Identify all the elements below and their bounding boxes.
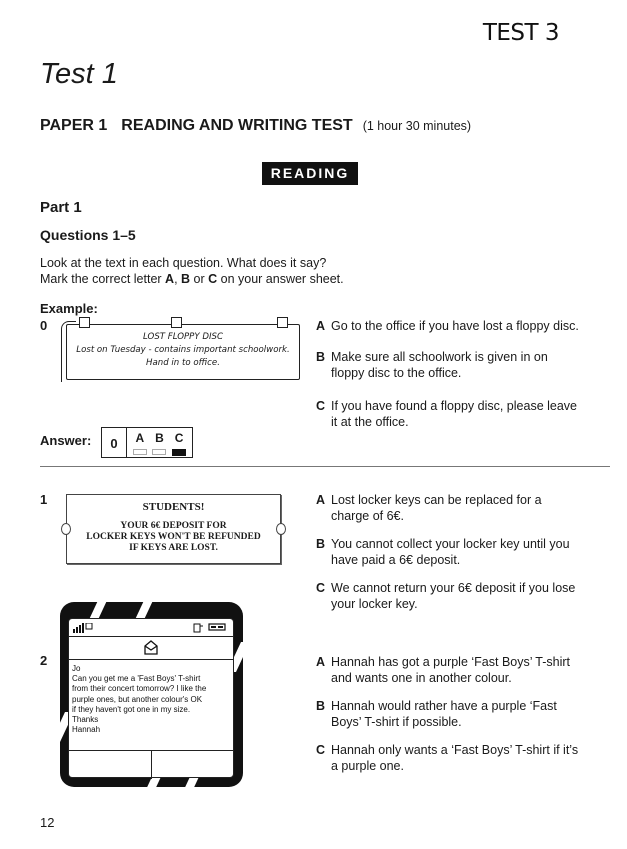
screw-icon	[61, 523, 71, 535]
paper-title: READING AND WRITING TEST	[121, 117, 353, 134]
paper-heading	[40, 117, 471, 135]
answer-choice-b: B	[152, 431, 166, 457]
option-a[interactable]: A Lost locker keys can be replaced for a charge of 6€.	[316, 493, 542, 523]
answer-label: Answer:	[40, 433, 92, 448]
example-label: Example:	[40, 301, 98, 316]
example-notice	[66, 324, 300, 380]
pin-icon	[171, 317, 182, 328]
example-number: 0	[40, 318, 48, 333]
question-1-notice	[66, 494, 281, 564]
question-2-number: 2	[40, 653, 48, 668]
paper-duration: (1 hour 30 minutes)	[362, 119, 472, 133]
option-a[interactable]: A Hannah has got a purple ‘Fast Boys’ T-shirt and wants one in another colour.	[316, 655, 571, 685]
notice-heading: STUDENTS!	[142, 501, 205, 513]
section-banner: READING	[262, 162, 358, 185]
example-options	[316, 318, 616, 430]
battery-icon	[193, 621, 229, 633]
questions-title: Questions 1–5	[40, 227, 136, 243]
pin-icon	[277, 317, 288, 328]
option-b[interactable]: B Hannah would rather have a purple ‘Fast Boys’ T-shirt if possible.	[316, 699, 557, 729]
page-number: 12	[40, 815, 55, 830]
test-title: Test 1	[40, 58, 118, 90]
question-2-options	[316, 654, 616, 774]
pin-icon	[79, 317, 90, 328]
answer-number: 0	[102, 428, 127, 457]
notice-line-2: LOCKER KEYS WON'T BE REFUNDED	[86, 532, 261, 542]
notice-line-1: Lost on Tuesday - contains important schoolwork.	[76, 345, 290, 355]
soft-keys	[69, 751, 233, 779]
message-header	[69, 637, 233, 660]
notice-line-3: IF KEYS ARE LOST.	[129, 543, 218, 553]
phone-screen	[68, 618, 234, 778]
signal-icon	[73, 623, 95, 633]
corner-test-label: TEST 3	[482, 20, 559, 46]
answer-box	[101, 427, 193, 458]
option-c[interactable]: C We cannot return your 6€ deposit if you lose your locker key.	[316, 581, 576, 611]
mobile-phone-message	[60, 602, 243, 787]
instructions	[40, 255, 344, 287]
screw-icon	[276, 523, 286, 535]
instructions-line-1: Look at the text in each question. What does it say?	[40, 256, 327, 270]
notice-title: LOST FLOPPY DISC	[143, 332, 223, 342]
option-c[interactable]: C If you have found a floppy disc, please leave it at the office.	[316, 399, 577, 429]
notice-line-1: YOUR 6€ DEPOSIT FOR	[120, 521, 227, 531]
notice-line-2: Hand in to office.	[146, 358, 220, 368]
answer-choice-c-selected: C	[172, 431, 186, 457]
section-divider	[40, 466, 610, 467]
instructions-line-2: Mark the correct letter A, B or C on your answer sheet.	[40, 272, 344, 286]
answer-choice-a: A	[133, 431, 147, 457]
paper-number: PAPER 1	[40, 117, 108, 134]
option-a[interactable]: A Go to the office if you have lost a floppy disc.	[316, 319, 579, 333]
part-title: Part 1	[40, 199, 82, 216]
question-1-options	[316, 492, 616, 612]
status-bar	[69, 619, 233, 637]
question-1-number: 1	[40, 492, 48, 507]
envelope-icon	[143, 640, 159, 656]
option-b[interactable]: B You cannot collect your locker key until you have paid a 6€ deposit.	[316, 537, 570, 567]
text-message: Jo Can you get me a 'Fast Boys' T-shirt from their concert tomorrow? I like the purple ones, but another colour's OK if they haven't got one in my size. Thanks Hannah	[69, 660, 233, 751]
option-b[interactable]: B Make sure all schoolwork is given in on floppy disc to the office.	[316, 350, 548, 380]
option-c[interactable]: C Hannah only wants a ‘Fast Boys’ T-shirt if it’s a purple one.	[316, 743, 579, 773]
